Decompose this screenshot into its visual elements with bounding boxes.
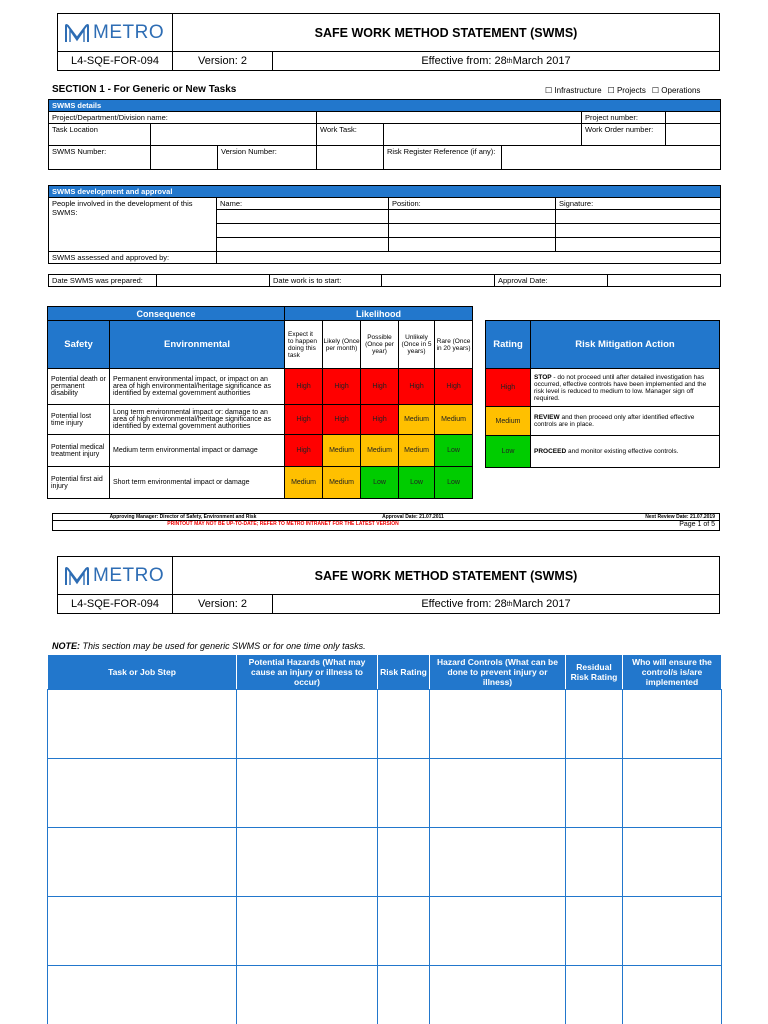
matrix-rating-cell: High xyxy=(399,369,435,405)
matrix-rating-cell: Low xyxy=(361,467,399,499)
hazard-cell[interactable] xyxy=(378,690,430,759)
hazard-cell[interactable] xyxy=(48,897,237,966)
project-dept-label: Project/Department/Division name: xyxy=(49,112,317,124)
hazard-cell[interactable] xyxy=(623,690,722,759)
doc-version: Version: 2 xyxy=(173,52,273,70)
matrix-row xyxy=(48,435,473,467)
hazard-cell[interactable] xyxy=(430,690,566,759)
doc-code: L4-SQE-FOR-094 xyxy=(58,52,173,70)
likelihood-col: Likely (Once per month) xyxy=(323,321,361,369)
risk-matrix xyxy=(47,306,473,499)
swms-number-field[interactable] xyxy=(151,146,218,170)
hazard-cell[interactable] xyxy=(430,759,566,828)
risk-register-field[interactable] xyxy=(502,146,721,170)
name-field[interactable] xyxy=(217,224,389,238)
hazard-row xyxy=(48,759,722,828)
metro-m-icon xyxy=(64,566,90,586)
assessed-field[interactable] xyxy=(217,252,721,264)
hazard-cell[interactable] xyxy=(566,897,623,966)
col-residual-risk: Residual Risk Rating xyxy=(566,655,623,690)
doc-code: L4-SQE-FOR-094 xyxy=(58,595,173,613)
matrix-env-cell: Long term environmental impact or: damage to an area of high environmental/heritage significance as identified by external government authorities xyxy=(110,405,285,435)
action-head: Risk Mitigation Action xyxy=(531,321,720,369)
hazard-cell[interactable] xyxy=(566,828,623,897)
matrix-rating-cell: Low xyxy=(435,467,473,499)
work-order-label: Work Order number: xyxy=(582,124,666,146)
hazard-cell[interactable] xyxy=(378,759,430,828)
swms-details-head: SWMS details xyxy=(49,100,721,112)
version-number-label: Version Number: xyxy=(218,146,317,170)
rating-high: High xyxy=(486,369,531,407)
project-type-checkboxes xyxy=(545,86,700,95)
task-location-field[interactable] xyxy=(151,124,317,146)
matrix-rating-cell: Medium xyxy=(285,467,323,499)
signature-field[interactable] xyxy=(556,224,721,238)
hazard-table xyxy=(47,654,722,1024)
metro-logo: METRO xyxy=(58,557,173,594)
metro-m-icon xyxy=(64,23,90,43)
print-warning: PRINTOUT MAY NOT BE UP-TO-DATE; REFER TO METRO INTRANET FOR THE LATEST VERSION xyxy=(167,521,399,527)
hazard-cell[interactable] xyxy=(48,690,237,759)
matrix-rating-cell: High xyxy=(361,405,399,435)
version-number-field[interactable] xyxy=(317,146,384,170)
hazard-cell[interactable] xyxy=(623,759,722,828)
checkbox-projects[interactable]: ☐ Projects xyxy=(607,86,646,95)
hazard-cell[interactable] xyxy=(378,966,430,1024)
matrix-rating-cell: Low xyxy=(435,435,473,467)
matrix-rating-cell: Medium xyxy=(399,435,435,467)
project-number-field[interactable] xyxy=(666,112,721,124)
matrix-row xyxy=(48,467,473,499)
name-field[interactable] xyxy=(217,238,389,252)
date-prepared-label: Date SWMS was prepared: xyxy=(49,275,157,287)
risk-register-label: Risk Register Reference (if any): xyxy=(384,146,502,170)
hazard-cell[interactable] xyxy=(48,759,237,828)
matrix-row xyxy=(48,405,473,435)
matrix-row xyxy=(48,369,473,405)
doc-title: SAFE WORK METHOD STATEMENT (SWMS) xyxy=(314,25,578,40)
page-number: Page 1 of 5 xyxy=(679,521,715,528)
task-location-label: Task Location xyxy=(49,124,151,146)
matrix-safety-cell: Potential medical treatment injury xyxy=(48,435,110,467)
date-start-label: Date work is to start: xyxy=(270,275,382,287)
people-involved-label: People involved in the development of this SWMS: xyxy=(49,198,217,252)
hazard-row xyxy=(48,828,722,897)
doc-effective: Effective from: 28 th March 2017 xyxy=(421,598,571,610)
doc-version: Version: 2 xyxy=(173,595,273,613)
hazard-cell[interactable] xyxy=(430,897,566,966)
matrix-env-cell: Permanent environmental impact, or impact on an area of high environmental/heritage significance as identified by external government authorities xyxy=(110,369,285,405)
hazard-cell[interactable] xyxy=(48,966,237,1024)
hazard-cell[interactable] xyxy=(430,828,566,897)
matrix-rating-cell: High xyxy=(285,369,323,405)
col-hazard-controls: Hazard Controls (What can be done to prevent injury or illness) xyxy=(430,655,566,690)
swms-details-table xyxy=(48,99,721,170)
hazard-cell[interactable] xyxy=(430,966,566,1024)
col-potential-hazards: Potential Hazards (What may cause an injury or illness to occur) xyxy=(237,655,378,690)
rating-head: Rating xyxy=(486,321,531,369)
signature-field[interactable] xyxy=(556,210,721,224)
matrix-rating-cell: High xyxy=(361,369,399,405)
hazard-cell[interactable] xyxy=(566,690,623,759)
matrix-rating-cell: High xyxy=(435,369,473,405)
matrix-rating-cell: Medium xyxy=(399,405,435,435)
likelihood-col: Rare (Once in 20 years) xyxy=(435,321,473,369)
signature-label: Signature: xyxy=(556,198,721,210)
rating-low: Low xyxy=(486,436,531,468)
action-medium: REVIEW and then proceed only after identified effective controls are in place. xyxy=(531,407,720,436)
matrix-rating-cell: Medium xyxy=(323,467,361,499)
approval-date-field[interactable] xyxy=(608,275,721,287)
hazard-row xyxy=(48,966,722,1024)
matrix-rating-cell: Medium xyxy=(435,405,473,435)
swms-dates-table xyxy=(48,274,721,287)
work-order-field[interactable] xyxy=(666,124,721,146)
doc-header-2 xyxy=(57,556,720,614)
hazard-cell[interactable] xyxy=(378,897,430,966)
hazard-cell[interactable] xyxy=(237,690,378,759)
likelihood-col: Expect it to happen doing this task xyxy=(285,321,323,369)
work-task-field[interactable] xyxy=(384,124,582,146)
rating-medium: Medium xyxy=(486,407,531,436)
checkbox-infrastructure[interactable]: ☐ Infrastructure xyxy=(545,86,602,95)
position-field[interactable] xyxy=(389,238,556,252)
doc-title: SAFE WORK METHOD STATEMENT (SWMS) xyxy=(314,568,578,583)
matrix-rating-cell: High xyxy=(285,405,323,435)
action-low: PROCEED and monitor existing effective controls. xyxy=(531,436,720,468)
matrix-safety-cell: Potential death or permanent disability xyxy=(48,369,110,405)
swms-dev-head: SWMS development and approval xyxy=(49,186,721,198)
hazard-cell[interactable] xyxy=(378,828,430,897)
swms-dev-table xyxy=(48,185,721,264)
name-label: Name: xyxy=(217,198,389,210)
swms-number-label: SWMS Number: xyxy=(49,146,151,170)
position-field[interactable] xyxy=(389,210,556,224)
project-dept-field[interactable] xyxy=(317,112,582,124)
action-high: STOP - do not proceed until after detailed investigation has occurred, effective controls have been implemented and the risk level is reduced to medium to low. Manager sign off required. xyxy=(531,369,720,407)
doc-header-1 xyxy=(57,13,720,71)
hazard-cell[interactable] xyxy=(623,966,722,1024)
hazard-cell[interactable] xyxy=(48,828,237,897)
col-risk-rating: Risk Rating xyxy=(378,655,430,690)
page-footer xyxy=(52,513,720,531)
matrix-rating-cell: Low xyxy=(399,467,435,499)
hazard-cell[interactable] xyxy=(623,828,722,897)
hazard-cell[interactable] xyxy=(566,759,623,828)
environmental-head: Environmental xyxy=(110,321,285,369)
doc-effective: Effective from: 28 th March 2017 xyxy=(421,55,571,67)
section-1-title: SECTION 1 - For Generic or New Tasks xyxy=(52,84,237,95)
date-start-field[interactable] xyxy=(382,275,495,287)
likelihood-col: Unlikely (Once in 5 years) xyxy=(399,321,435,369)
matrix-rating-cell: Medium xyxy=(323,435,361,467)
hazard-cell[interactable] xyxy=(237,828,378,897)
section-note: NOTE: This section may be used for generic SWMS or for one time only tasks. xyxy=(52,641,366,651)
hazard-row xyxy=(48,690,722,759)
matrix-rating-cell: High xyxy=(323,369,361,405)
matrix-safety-cell: Potential first aid injury xyxy=(48,467,110,499)
next-review-date: Next Review Date: 21.07.2019 xyxy=(645,514,715,520)
hazard-cell[interactable] xyxy=(623,897,722,966)
position-label: Position: xyxy=(389,198,556,210)
hazard-cell[interactable] xyxy=(237,759,378,828)
matrix-rating-cell: Medium xyxy=(361,435,399,467)
approving-manager: Approving Manager: Director of Safety, Environment and Risk xyxy=(109,514,257,520)
project-number-label: Project number: xyxy=(582,112,666,124)
hazard-cell[interactable] xyxy=(237,897,378,966)
date-prepared-field[interactable] xyxy=(157,275,270,287)
matrix-env-cell: Short term environmental impact or damage xyxy=(110,467,285,499)
risk-action-table xyxy=(485,320,720,468)
col-task-step: Task or Job Step xyxy=(48,655,237,690)
checkbox-operations[interactable]: ☐ Operations xyxy=(651,86,701,95)
hazard-cell[interactable] xyxy=(237,966,378,1024)
matrix-env-cell: Medium term environmental impact or damage xyxy=(110,435,285,467)
approval-date-label: Approval Date: xyxy=(495,275,608,287)
matrix-safety-cell: Potential lost time injury xyxy=(48,405,110,435)
col-who-ensures: Who will ensure the control/s is/are implemented xyxy=(623,655,722,690)
safety-head: Safety xyxy=(48,321,110,369)
likelihood-col: Possible (Once per year) xyxy=(361,321,399,369)
matrix-rating-cell: High xyxy=(323,405,361,435)
footer-approval-date: Approval Date: 21.07.2011 xyxy=(382,514,444,520)
hazard-row xyxy=(48,897,722,966)
assessed-label: SWMS assessed and approved by: xyxy=(49,252,217,264)
likelihood-head: Likelihood xyxy=(285,307,473,321)
signature-field[interactable] xyxy=(556,238,721,252)
metro-logo: METRO xyxy=(58,14,173,51)
position-field[interactable] xyxy=(389,224,556,238)
hazard-cell[interactable] xyxy=(566,966,623,1024)
consequence-head: Consequence xyxy=(48,307,285,321)
work-task-label: Work Task: xyxy=(317,124,384,146)
matrix-rating-cell: High xyxy=(285,435,323,467)
name-field[interactable] xyxy=(217,210,389,224)
